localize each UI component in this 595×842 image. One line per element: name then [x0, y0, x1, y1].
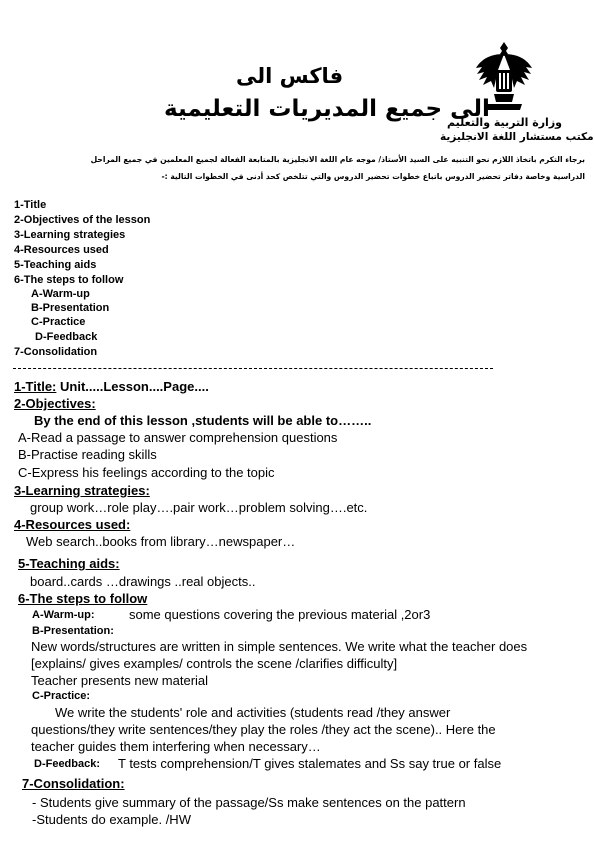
outline-subitem-practice: C-Practice: [31, 316, 86, 328]
outline-item-steps: 6-The steps to follow: [14, 274, 124, 286]
aids-text: board..cards …drawings ..real objects..: [30, 574, 256, 589]
warmup-text: some questions covering the previous material ,2or3: [129, 607, 431, 622]
objective-b: B-Practise reading skills: [18, 447, 157, 462]
warmup-label: A-Warm-up:: [32, 609, 95, 621]
practice-line-3: teacher guides them interfering when necessary…: [31, 739, 321, 754]
outline-subitem-presentation: B-Presentation: [31, 302, 110, 314]
practice-line-1: We write the students' role and activities (students read /they answer: [55, 705, 451, 720]
presentation-label: B-Presentation:: [32, 625, 114, 637]
outline-item-objectives: 2-Objectives of the lesson: [14, 214, 151, 226]
office-name: مكتب مستشار اللغة الانجليزية: [440, 131, 594, 143]
consolidation-heading: 7-Consolidation:: [22, 776, 125, 791]
outline-item-title: 1-Title: [14, 199, 47, 211]
steps-heading: 6-The steps to follow: [18, 591, 148, 606]
fax-subtitle: الى جميع المديريات التعليمية: [164, 96, 490, 122]
title-section: [14, 379, 209, 394]
consolidation-line-1: - Students give summary of the passage/Ss make sentences on the pattern: [32, 795, 466, 810]
objectives-heading: 2-Objectives:: [14, 396, 96, 411]
intro-line-1: برجاء التكرم باتخاذ اللازم نحو التنبيه على السيد الأستاذ/ موجه عام اللغة الانجليزية بالمتابعة الفعالة لجميع المعلمين في جميع المراحل: [90, 155, 585, 164]
outline-subitem-feedback: D-Feedback: [35, 331, 98, 343]
intro-line-2: الدراسية وخاصة دفاتر تحضير الدروس باتباع خطوات تحضير الدروس والتي تتلخص كحد أدنى في الخطوات التالية :-: [161, 172, 585, 181]
practice-line-2: questions/they write sentences/they play the roles /they act the scene).. Here the: [31, 722, 496, 737]
objective-a: A-Read a passage to answer comprehension questions: [18, 430, 338, 445]
fax-title: فاكس الى: [236, 64, 344, 88]
resources-text: Web search..books from library…newspaper…: [26, 534, 296, 549]
aids-heading: 5-Teaching aids:: [18, 556, 120, 571]
feedback-text: T tests comprehension/T gives stalemates and Ss say true or false: [118, 756, 502, 771]
strategies-heading: 3-Learning strategies:: [14, 483, 150, 498]
strategies-text: group work…role play….pair work…problem solving….etc.: [30, 500, 368, 515]
title-value: Unit.....Lesson....Page....: [56, 379, 209, 394]
resources-heading: 4-Resources used:: [14, 517, 131, 532]
outline-item-resources: 4-Resources used: [14, 244, 109, 256]
divider: [13, 368, 493, 369]
feedback-label: D-Feedback:: [34, 758, 101, 770]
objectives-intro: By the end of this lesson ,students will be able to……..: [34, 413, 372, 428]
practice-label: C-Practice:: [32, 690, 91, 702]
outline-item-consolidation: 7-Consolidation: [14, 346, 98, 358]
presentation-line-1: New words/structures are written in simple sentences. We write what the teacher does: [31, 639, 528, 654]
title-label: 1-Title:: [14, 379, 57, 394]
consolidation-line-2: -Students do example. /HW: [32, 812, 191, 827]
outline-subitem-warmup: A-Warm-up: [31, 288, 90, 300]
presentation-line-2: [explains/ gives examples/ controls the scene /clarifies difficulty]: [31, 656, 398, 671]
outline-item-aids: 5-Teaching aids: [14, 259, 97, 271]
presentation-line-3: Teacher presents new material: [31, 673, 209, 688]
outline-item-strategies: 3-Learning strategies: [14, 229, 126, 241]
objective-c: C-Express his feelings according to the topic: [18, 465, 275, 480]
ministry-name: وزارة التربية والتعليم: [447, 116, 562, 129]
